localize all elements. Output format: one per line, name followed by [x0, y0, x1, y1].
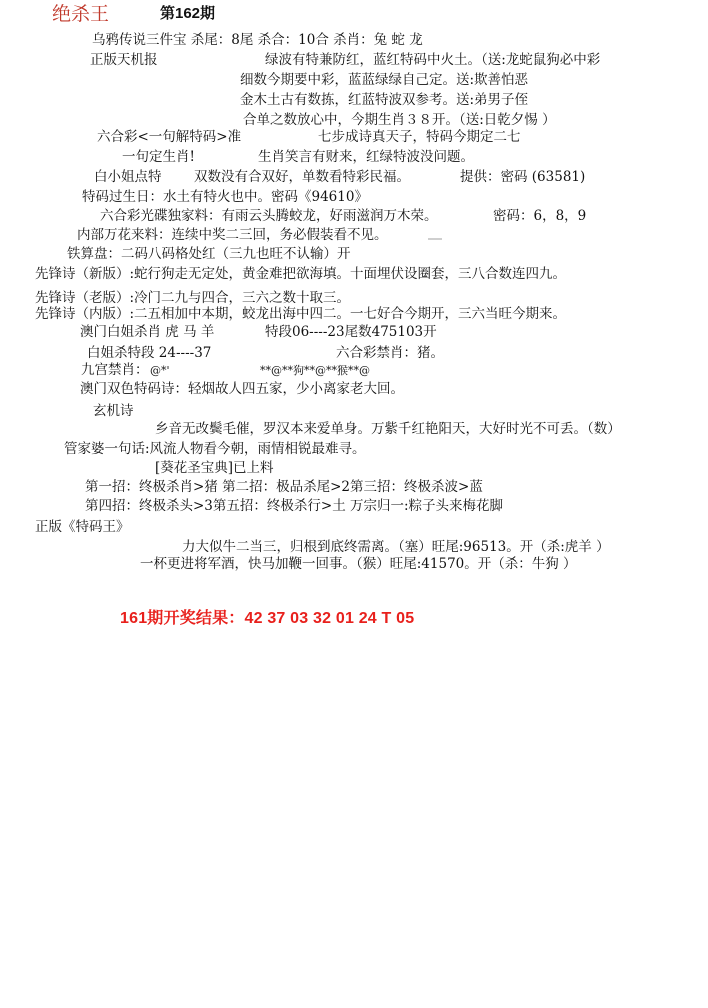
line-tianji-verse-2: 细数今期要中彩，蓝蓝绿绿自己定。送:欺善怕恶 — [240, 72, 529, 88]
line-crow-legend: 乌鸦传说三件宝 杀尾：8尾 杀合：10合 杀肖：兔 蛇 龙 — [92, 32, 423, 48]
line-housekeeper: 管家婆一句话:风流人物看今朝，雨情相锐最难寻。 — [64, 441, 366, 457]
line-pioneer-new: 先锋诗（新版）:蛇行狗走无定处，黄金难把欲海填。十面埋伏设圈套，三八合数连四九。 — [35, 266, 567, 282]
line-tianji-verse-1: 绿波有特兼防红，蓝红特码中火土。（送:龙蛇鼠狗必中彩 — [265, 52, 601, 68]
line-double-color-verse: 澳门双色特码诗：轻烟故人四五家，少小离家老大回。 — [80, 381, 404, 397]
line-birthday: 特码过生日：水土有特火也中。密码《94610》 — [82, 189, 368, 205]
line-disc-code: 密码：6，8，9 — [493, 208, 587, 224]
line-tianji-verse-4: 合单之数放心中，今期生肖３８开。（送:日乾夕惕 ） — [243, 112, 556, 128]
line-zodiac-verse: 生肖笑言有财来，红绿特波没问题。 — [258, 149, 474, 165]
line-moves-4-5: 第四招：终极杀头>3第五招：终极杀行>土 万宗归一:粽子头来梅花脚 — [85, 498, 504, 514]
line-iron-abacus: 铁算盘：二码八码格处红（三九也旺不认输）开 — [67, 246, 351, 262]
line-nine-palace-mark: @*' — [150, 364, 170, 377]
line-forbidden-zodiac: 六合彩禁肖：猪。 — [336, 345, 444, 361]
page-title: 绝杀王 — [52, 3, 110, 25]
line-te-ma-wang-label: 正版《特码王》 — [35, 519, 130, 535]
line-tianji-verse-3: 金木土古有数拣，红蓝特波双参考。送:弟男子侄 — [240, 92, 529, 108]
line-tianji-label: 正版天机报 — [90, 52, 158, 68]
line-mystery-poem-label: 玄机诗 — [93, 403, 134, 419]
line-nine-palace-values: **@**狗**@**猴**@ — [260, 364, 370, 377]
line-te-ma-wang-verse-1: 力大似牛二当三，归根到底终需离。（塞）旺尾:96513。开（杀:虎羊 ） — [182, 539, 610, 555]
line-te-ma-wang-verse-2: 一杯更进将军酒，快马加鞭一回事。（猴）旺尾:41570。开（杀：牛狗 ） — [140, 556, 577, 572]
line-moves-1-3: 第一招：终极杀肖>猪 第二招：极品杀尾>2第三招：终极杀波>蓝 — [85, 479, 483, 495]
line-one-sentence-label: 六合彩<一句解特码>准 — [97, 129, 242, 145]
line-zodiac-label: 一句定生肖! — [122, 149, 195, 165]
line-disc-verse: 六合彩光碟独家料：有雨云头腾蛟龙，好雨滋润万木荣。 — [100, 208, 438, 224]
decorative-dash — [428, 238, 442, 240]
line-miss-bai-label: 白小姐点特 — [94, 169, 162, 185]
lottery-result: 161期开奖结果：42 37 03 32 01 24 T 05 — [120, 610, 415, 627]
line-macau-segment: 特段06----23尾数475103开 — [265, 324, 437, 340]
issue-number: 第162期 — [160, 5, 216, 22]
line-macau-kill-zodiac: 澳门白姐杀肖 虎 马 羊 — [80, 324, 215, 340]
line-pioneer-old: 先锋诗（老版）:冷门二九与四合，三六之数十取三。 — [35, 290, 351, 306]
line-nine-palace-label: 九宫禁肖： — [81, 362, 149, 378]
line-miss-bai-verse: 双数没有合双好，单数看特彩民福。 — [194, 169, 410, 185]
line-mystery-poem-verse: 乡音无改鬓毛催，罗汉本来爱单身。万紫千红艳阳天，大好时光不可丢。（数） — [155, 421, 621, 437]
line-sunflower-label: [葵花圣宝典]已上料 — [155, 460, 274, 476]
line-pioneer-inner: 先锋诗（内版）:二五相加中本期，蛟龙出海中四二。一七好合今期开，三六当旺今期来。 — [35, 306, 567, 322]
line-kill-segment: 白姐杀特段 24----37 — [87, 345, 212, 361]
line-miss-bai-code: 提供：密码 (63581) — [460, 169, 586, 185]
line-inner-flower: 内部万花来料：连续中奖二三回，务必假装看不见。 — [77, 227, 388, 243]
line-one-sentence-verse: 七步成诗真天子，特码今期定二七 — [318, 129, 521, 145]
